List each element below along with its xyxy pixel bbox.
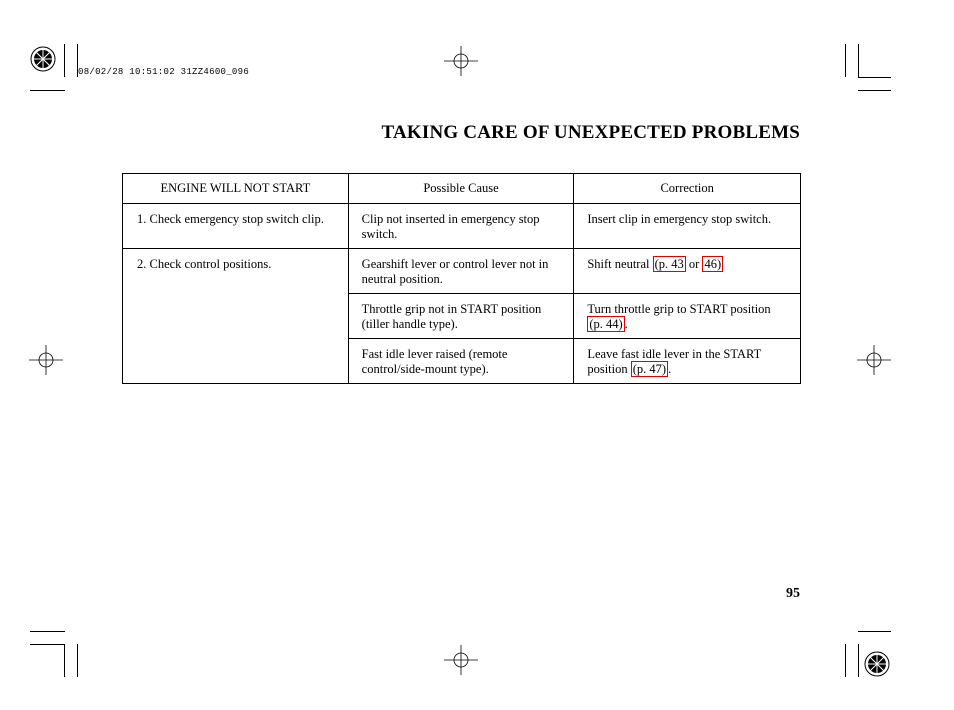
correction-text: Turn throttle grip to START position <box>587 302 771 316</box>
crop-mark <box>64 644 65 677</box>
crop-mark <box>30 644 65 645</box>
crop-mark <box>858 77 891 78</box>
correction-text: or <box>688 257 700 271</box>
table-row <box>123 204 801 249</box>
table-header-row <box>123 174 801 204</box>
registration-crosshair-icon <box>857 345 891 375</box>
correction <box>574 294 800 332</box>
crop-mark <box>30 631 65 632</box>
registration-crosshair-icon <box>444 645 478 675</box>
registration-rosette-icon <box>864 651 890 677</box>
crop-mark <box>30 90 65 91</box>
column-header: ENGINE WILL NOT START <box>123 174 349 204</box>
registration-crosshair-icon <box>444 46 478 76</box>
page-link[interactable]: (p. 44) <box>589 317 623 331</box>
page-link[interactable]: (p. 47) <box>632 362 667 376</box>
possible-cause: Throttle grip not in START position (tiller handle type). <box>361 302 542 331</box>
possible-cause: Fast idle lever raised (remote control/side-mount type). <box>361 347 508 376</box>
print-stamp: 08/02/28 10:51:02 31ZZ4600_096 <box>78 67 250 77</box>
crop-mark <box>845 644 846 677</box>
correction <box>574 339 800 377</box>
correction: Insert clip in emergency stop switch. <box>587 212 772 226</box>
page-number: 95 <box>786 586 800 601</box>
correction-suffix: . <box>668 362 672 376</box>
possible-cause: Gearshift lever or control lever not in neutral position. <box>361 257 549 286</box>
correction-text: Leave fast idle lever in the START position <box>587 347 762 376</box>
page-link[interactable]: (p. 43 <box>654 257 684 271</box>
check-step: 1. Check emergency stop switch clip. <box>137 212 324 226</box>
page-link[interactable]: 46) <box>704 257 722 271</box>
section-title: TAKING CARE OF UNEXPECTED PROBLEMS <box>381 122 800 143</box>
crop-mark <box>845 44 846 77</box>
registration-rosette-icon <box>30 46 56 72</box>
crop-mark <box>858 90 891 91</box>
table-row <box>123 249 801 294</box>
crop-mark <box>64 44 65 77</box>
correction-suffix: . <box>624 317 628 331</box>
crop-mark <box>858 644 859 677</box>
possible-cause: Clip not inserted in emergency stop switch. <box>361 212 540 241</box>
crop-mark <box>858 631 891 632</box>
correction-text: Shift neutral <box>587 257 650 271</box>
troubleshooting-table <box>122 173 801 384</box>
registration-crosshair-icon <box>29 345 63 375</box>
column-header: Possible Cause <box>348 174 574 204</box>
check-step: 2. Check control positions. <box>137 257 272 271</box>
column-header: Correction <box>574 174 801 204</box>
crop-mark <box>77 644 78 677</box>
correction <box>574 249 800 272</box>
crop-mark <box>858 44 859 77</box>
